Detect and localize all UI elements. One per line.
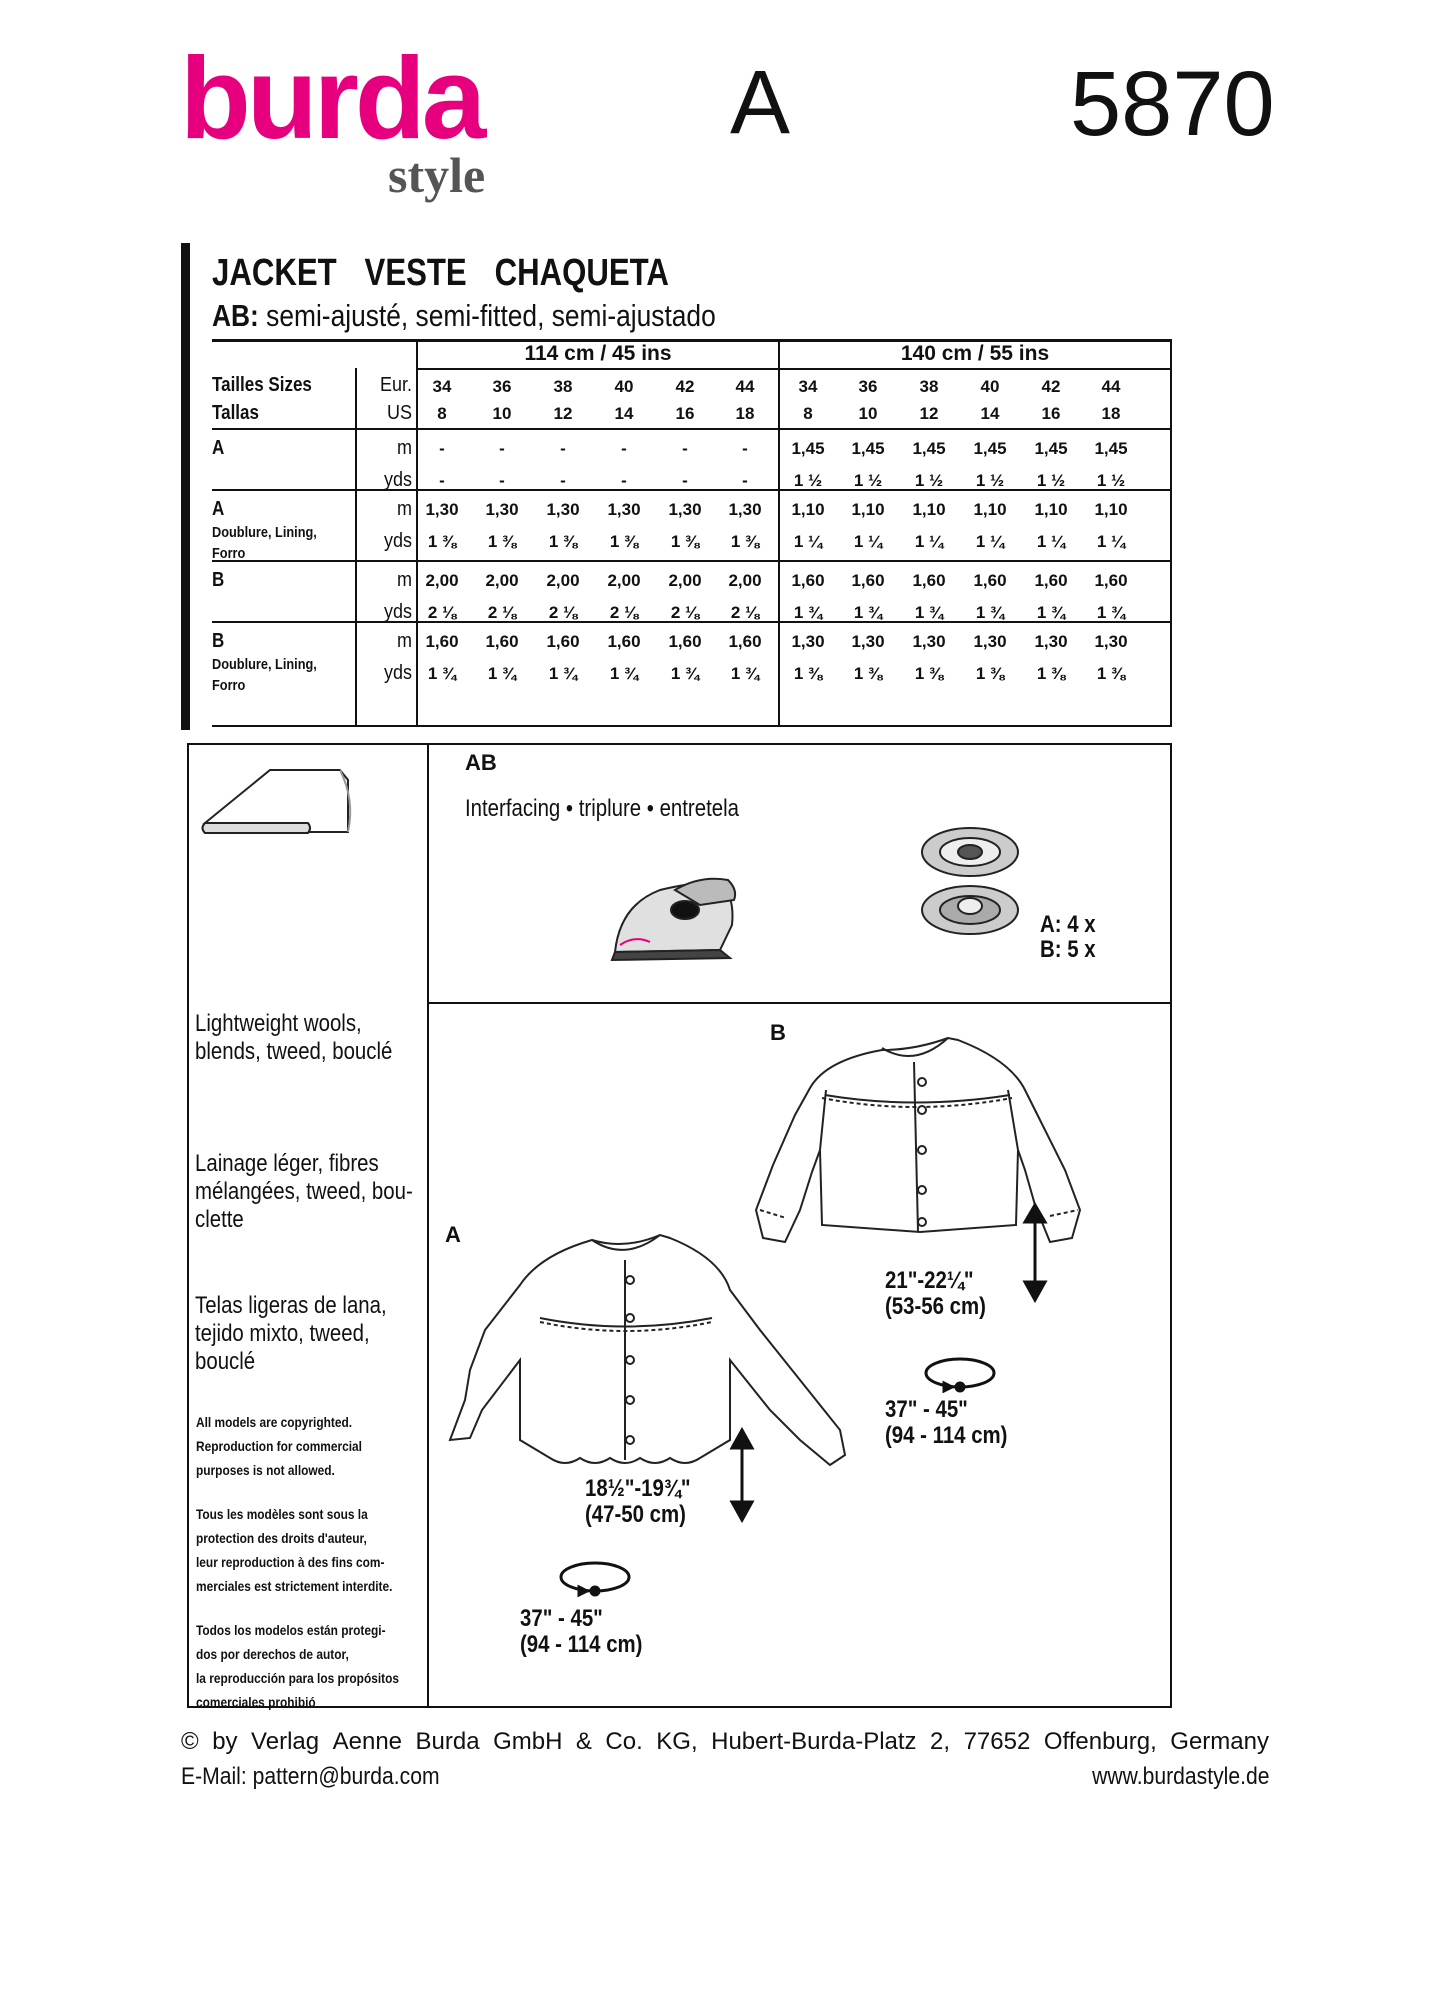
fabric-bolt-icon	[203, 770, 351, 833]
publisher-word: 2,	[930, 1728, 951, 1755]
yardage-yds: 1 ⅜	[730, 532, 760, 551]
yardage-yds: 1 ¾	[1096, 603, 1126, 622]
yardage-m: 1,10	[912, 500, 946, 519]
yardage-yds: 1 ¾	[914, 603, 944, 622]
yardage-yds: -	[742, 471, 748, 490]
size-eur: 36	[858, 377, 878, 396]
notions-section-label: AB	[465, 750, 497, 775]
yardage-m: 1,10	[851, 500, 885, 519]
title-fr: VESTE	[364, 252, 467, 294]
yardage-m: -	[439, 439, 445, 458]
unit-yds: yds	[383, 601, 412, 623]
size-eur: 38	[553, 377, 573, 396]
size-us: 16	[675, 404, 695, 423]
size-eur: 34	[432, 377, 452, 396]
fit-prefix: AB:	[212, 298, 259, 333]
copyright-notice-es-line: Todos los modelos están protegi-	[196, 1622, 386, 1638]
unit-yds: yds	[383, 662, 412, 684]
view-a-length-cm: (47-50 cm)	[585, 1501, 686, 1528]
bust-loop-icon-a	[561, 1563, 629, 1595]
yardage-yds: 1 ¾	[975, 603, 1005, 622]
publisher-word: Aenne	[332, 1728, 403, 1755]
unit-m: m	[396, 630, 412, 652]
website-url: www.burdastyle.de	[1091, 1763, 1269, 1790]
yardage-m: 1,45	[1094, 439, 1128, 458]
publisher-word: Hubert-Burda-Platz	[711, 1728, 917, 1755]
yardage-yds: 1 ¼	[914, 532, 944, 551]
copyright-notice-en	[196, 1410, 362, 1482]
yardage-m: 1,60	[791, 571, 825, 590]
publisher-word: Offenburg,	[1043, 1728, 1157, 1755]
publisher-word: KG,	[656, 1728, 698, 1755]
row-sublabel: Doublure, Lining,	[212, 524, 317, 541]
view-b-width-cm: (94 - 114 cm)	[885, 1422, 1008, 1449]
size-eur: 38	[919, 377, 939, 396]
brand-logo-sub: style	[388, 147, 486, 203]
snap-count-a: A: 4 x	[1040, 911, 1096, 938]
row-sublabel: Forro	[212, 677, 246, 694]
yardage-m: 1,30	[851, 632, 885, 651]
title-en: JACKET	[212, 252, 337, 294]
publisher-word: Verlag	[251, 1728, 320, 1755]
size-eur: 40	[980, 377, 1000, 396]
sizes-label: Tailles Sizes	[212, 374, 312, 396]
copyright-notice-es	[196, 1618, 399, 1714]
fabric-suggestions-fr-line: clette	[195, 1206, 244, 1233]
snap-fastener-icon	[922, 828, 1018, 934]
yardage-m: 1,30	[1034, 632, 1068, 651]
yardage-yds: 1 ¼	[853, 532, 883, 551]
size-eur: 34	[798, 377, 818, 396]
size-us: 12	[919, 404, 939, 423]
row-sublabel: Forro	[212, 545, 246, 562]
size-us: 12	[553, 404, 573, 423]
size-us: 8	[437, 404, 447, 423]
yardage-m: -	[621, 439, 627, 458]
yardage-m: 1,45	[912, 439, 946, 458]
yardage-yds: 2 ⅛	[730, 603, 760, 622]
yardage-yds: 1 ⅜	[1036, 664, 1066, 683]
yardage-yds: 1 ⅜	[427, 532, 457, 551]
view-a-label: A	[445, 1222, 461, 1247]
yardage-m: 1,30	[912, 632, 946, 651]
yardage-m: -	[560, 439, 566, 458]
size-us: 14	[980, 404, 1000, 423]
size-us: 10	[492, 404, 512, 423]
sizes-label-es: Tallas	[212, 402, 259, 424]
publisher-word: ©	[181, 1728, 199, 1755]
view-a-length	[585, 1476, 691, 1528]
fabric-suggestions-en	[195, 1010, 392, 1066]
copyright-notice-fr-line: Tous les modèles sont sous la	[196, 1506, 368, 1522]
view-a-length-in: 18½"-19¾"	[585, 1475, 691, 1502]
yardage-m: 1,30	[485, 500, 519, 519]
yardage-m: 1,30	[607, 500, 641, 519]
yardage-yds: 1 ¼	[793, 532, 823, 551]
yardage-yds: 1 ½	[975, 471, 1005, 490]
view-a-width-cm: (94 - 114 cm)	[520, 1631, 643, 1658]
copyright-notice-es-line: dos por derechos de autor,	[196, 1646, 349, 1662]
yardage-m: 1,60	[973, 571, 1007, 590]
yardage-m: 1,45	[851, 439, 885, 458]
yardage-yds: 2 ⅛	[609, 603, 639, 622]
fabric-suggestions-fr-line: mélangées, tweed, bou-	[195, 1178, 413, 1205]
fabric-suggestions-en-line: Lightweight wools,	[195, 1010, 362, 1037]
yardage-m: -	[742, 439, 748, 458]
yardage-yds: 2 ⅛	[670, 603, 700, 622]
snap-count	[1040, 912, 1096, 962]
brand-logo: burda	[180, 33, 483, 163]
row-sublabel: Doublure, Lining,	[212, 656, 317, 673]
publisher-word: 77652	[963, 1728, 1031, 1755]
yardage-yds: -	[439, 471, 445, 490]
yardage-yds: 1 ½	[1096, 471, 1126, 490]
yardage-m: 1,10	[791, 500, 825, 519]
yardage-yds: 1 ⅜	[793, 664, 823, 683]
yardage-yds: 1 ½	[914, 471, 944, 490]
yardage-yds: 1 ⅜	[548, 532, 578, 551]
title-es: CHAQUETA	[494, 252, 669, 294]
yardage-m: 1,30	[668, 500, 702, 519]
yardage-yds: 1 ¼	[1096, 532, 1126, 551]
view-letter: A	[730, 53, 791, 153]
pattern-number: 5870	[1070, 53, 1275, 155]
yardage-yds: 1 ¾	[487, 664, 517, 683]
yardage-yds: 1 ½	[793, 471, 823, 490]
view-b-width	[885, 1397, 1007, 1449]
yardage-yds: 1 ⅜	[1096, 664, 1126, 683]
yardage-m: 2,00	[485, 571, 519, 590]
yardage-yds: 1 ¾	[670, 664, 700, 683]
yardage-yds: 1 ⅜	[609, 532, 639, 551]
view-b-width-in: 37" - 45"	[885, 1396, 968, 1423]
yardage-m: 1,60	[668, 632, 702, 651]
yardage-m: 1,30	[791, 632, 825, 651]
yardage-m: 2,00	[668, 571, 702, 590]
yardage-yds: 1 ¾	[427, 664, 457, 683]
view-b-length-in: 21"-22¼"	[885, 1267, 974, 1294]
yardage-yds: 1 ¾	[793, 603, 823, 622]
copyright-notice-en-line: purposes is not allowed.	[196, 1462, 335, 1478]
unit-yds: yds	[383, 530, 412, 552]
yardage-m: 1,30	[546, 500, 580, 519]
yardage-m: 1,60	[1034, 571, 1068, 590]
publisher-word: &	[575, 1728, 592, 1755]
yardage-m: 2,00	[425, 571, 459, 590]
yardage-m: 1,10	[973, 500, 1007, 519]
yardage-m: 1,60	[546, 632, 580, 651]
yardage-yds: 1 ¾	[853, 603, 883, 622]
size-us: 10	[858, 404, 878, 423]
yardage-yds: 1 ¾	[548, 664, 578, 683]
publisher-word: Germany	[1170, 1728, 1269, 1755]
yardage-yds: -	[682, 471, 688, 490]
yardage-yds: 1 ¼	[1036, 532, 1066, 551]
unit-m: m	[396, 498, 412, 520]
size-eur: 40	[614, 377, 634, 396]
view-a-width-in: 37" - 45"	[520, 1605, 603, 1632]
yardage-yds: 1 ¾	[1036, 603, 1066, 622]
yardage-m: 1,30	[1094, 632, 1128, 651]
size-us: 18	[735, 404, 755, 423]
view-b-label: B	[770, 1020, 786, 1045]
yardage-m: 1,30	[973, 632, 1007, 651]
yardage-m: 1,45	[791, 439, 825, 458]
yardage-yds: 1 ⅜	[853, 664, 883, 683]
publisher-word: Burda	[415, 1728, 480, 1755]
publisher-word: Co.	[605, 1728, 643, 1755]
unit-yds: yds	[383, 469, 412, 491]
row-label: B	[212, 630, 225, 652]
yardage-yds: 2 ⅛	[427, 603, 457, 622]
size-us: 8	[803, 404, 813, 423]
iron-icon	[612, 879, 735, 960]
unit-m: m	[396, 569, 412, 591]
unit-m: m	[396, 437, 412, 459]
jacket-a-sketch	[450, 1235, 845, 1465]
yardage-yds: -	[499, 471, 505, 490]
copyright-notice-en-line: All models are copyrighted.	[196, 1414, 353, 1430]
yardage-m: 2,00	[728, 571, 762, 590]
yardage-yds: 1 ⅜	[975, 664, 1005, 683]
fabric-suggestions-fr	[195, 1150, 413, 1234]
length-arrow-b	[1025, 1205, 1045, 1300]
yardage-m: 1,60	[1094, 571, 1128, 590]
size-eur: 42	[1041, 377, 1061, 396]
yardage-yds: 1 ½	[853, 471, 883, 490]
yardage-yds: 1 ¾	[730, 664, 760, 683]
yardage-yds: 2 ⅛	[548, 603, 578, 622]
copyright-notice-es-line: comerciales prohibió	[196, 1694, 316, 1710]
size-us: 16	[1041, 404, 1061, 423]
yardage-m: 2,00	[607, 571, 641, 590]
fit-text: semi-ajusté, semi-fitted, semi-ajustado	[266, 298, 716, 333]
yardage-m: 1,60	[728, 632, 762, 651]
yardage-m: 1,60	[485, 632, 519, 651]
yardage-yds: -	[621, 471, 627, 490]
row-label: A	[212, 498, 225, 520]
yardage-yds: -	[560, 471, 566, 490]
publisher-line	[181, 1728, 1269, 1756]
fabric-suggestions-es-line: Telas ligeras de lana,	[195, 1292, 387, 1319]
yardage-yds: 1 ⅜	[914, 664, 944, 683]
copyright-notice-en-line: Reproduction for commercial	[196, 1438, 362, 1454]
fabric-suggestions-es	[195, 1292, 387, 1376]
eur-label: Eur.	[379, 374, 412, 396]
view-b-length	[885, 1268, 986, 1320]
bust-loop-icon-b	[926, 1359, 994, 1391]
publisher-word: GmbH	[493, 1728, 563, 1755]
size-eur: 44	[1101, 377, 1121, 396]
row-label: B	[212, 569, 225, 591]
fabric-suggestions-es-line: tejido mixto, tweed,	[195, 1320, 370, 1347]
yardage-m: 1,45	[1034, 439, 1068, 458]
yardage-m: 1,10	[1034, 500, 1068, 519]
yardage-yds: 2 ⅛	[487, 603, 517, 622]
publisher-word: by	[212, 1728, 238, 1755]
yardage-m: 1,30	[728, 500, 762, 519]
copyright-notice-es-line: la reproducción para los propósitos	[196, 1670, 400, 1686]
fabric-suggestions-en-line: blends, tweed, bouclé	[195, 1038, 393, 1065]
us-label: US	[386, 402, 412, 424]
fabric-suggestions-fr-line: Lainage léger, fibres	[195, 1150, 379, 1177]
size-eur: 36	[492, 377, 512, 396]
size-us: 18	[1101, 404, 1121, 423]
yardage-yds: 1 ⅜	[487, 532, 517, 551]
fabric-width-140: 140 cm / 55 ins	[900, 342, 1050, 365]
fabric-suggestions-es-line: bouclé	[195, 1348, 256, 1375]
view-a-width	[520, 1606, 642, 1658]
yardage-m: 1,60	[425, 632, 459, 651]
interfacing-label: Interfacing • triplure • entretela	[465, 795, 739, 822]
yardage-yds: 1 ⅜	[670, 532, 700, 551]
copyright-notice-fr-line: merciales est strictement interdite.	[196, 1578, 393, 1594]
fabric-width-114: 114 cm / 45 ins	[524, 342, 672, 365]
yardage-m: 1,60	[607, 632, 641, 651]
length-arrow-a	[732, 1430, 752, 1520]
yardage-m: 2,00	[546, 571, 580, 590]
copyright-notice-fr-line: leur reproduction à des fins com-	[196, 1554, 385, 1570]
contact-email: E-Mail: pattern@burda.com	[181, 1763, 440, 1790]
size-eur: 42	[675, 377, 695, 396]
copyright-notice-fr	[196, 1502, 392, 1598]
yardage-m: 1,10	[1094, 500, 1128, 519]
yardage-m: 1,60	[912, 571, 946, 590]
yardage-m: 1,60	[851, 571, 885, 590]
yardage-m: -	[682, 439, 688, 458]
view-b-length-cm: (53-56 cm)	[885, 1293, 986, 1320]
yardage-m: 1,30	[425, 500, 459, 519]
yardage-yds: 1 ¼	[975, 532, 1005, 551]
size-eur: 44	[735, 377, 755, 396]
row-label: A	[212, 437, 225, 459]
yardage-yds: 1 ¾	[609, 664, 639, 683]
yardage-m: -	[499, 439, 505, 458]
yardage-yds: 1 ½	[1036, 471, 1066, 490]
size-us: 14	[614, 404, 634, 423]
snap-count-b: B: 5 x	[1040, 936, 1096, 963]
yardage-m: 1,45	[973, 439, 1007, 458]
copyright-notice-fr-line: protection des droits d'auteur,	[196, 1530, 367, 1546]
